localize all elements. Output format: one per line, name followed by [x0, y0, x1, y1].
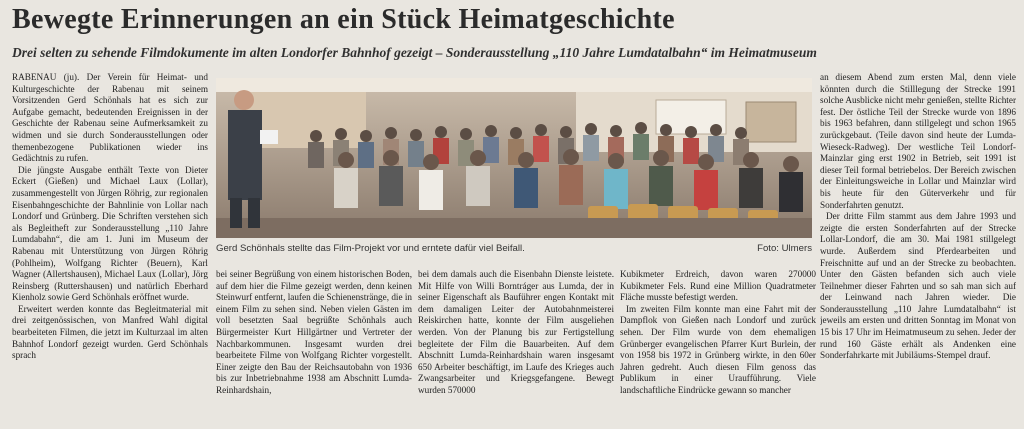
paragraph: Erweitert werden konnte das Begleitmaterial mit drei zeitgenössischen, von Manfred Wahl digital bearbeiteten Filmen, die jetzt im Kulturzaal im alten Bahnhof Londorf gezeigt wurden. Gerd Schönhals sprach	[12, 303, 208, 361]
paragraph: bei seiner Begrüßung von einem historischen Boden, auf dem hier die Filme gezeigt werden, denn keinen Steinwurf entfernt, laufen die Schienenstränge, die in einem Film zu sehen sind. Neben vielen Gästen im voll besetzten Saal begrüßte Schönhals auch Bürgermeister Kurt Hillgärtner und Vertreter der Nachbarkommunen. Insgesamt wurden drei bearbeitete Filme von Wolfgang Richter vorgestellt. Einer zeigte den Bau der Reichsautobahn von 1936 bis zur Inbetriebnahme 1938 am Abschnitt Lumda-Reinhardshain,	[216, 269, 412, 395]
paragraph: Im zweiten Film konnte man eine Fahrt mit der Dampflok von Gießen nach Londorf und zurück sehen. Der Film wurde von dem ehemaligen Grünberger evangelischen Pfarrer Kurt Burlein, der von 1958 bis 1972 in Grünberg wirkte, in den 60er Jahren gedreht. Auch diesen Film genoss das Publikum in einer Uraufführung. Viele landschaftliche Eindrücke gewann so mancher	[620, 303, 816, 395]
article-column-1	[12, 72, 208, 427]
paragraph: bei dem damals auch die Eisenbahn Dienste leistete. Mit Hilfe von Willi Borntráger aus Lumda, der in seiner Eigenschaft als Bauführer engen Kontakt mit dem damaligen Leiter der Autobahnmeisterei Reiskirchen hatte, konnte der Film ausgeliehen werden. Von der Planung bis zur Fertigstellung begleitete der Film die Bauarbeiten. Auf dem Abschnitt Lumda-Reinhardshain waren insgesamt 650 Arbeiter beschäftigt, im Laufe des Krieges auch Zwangsarbeiter und Kriegsgefangene. Bewegt wurden 570000	[418, 269, 614, 395]
paragraph: an diesem Abend zum ersten Mal, denn viele könnten durch die Stilllegung der Strecke 1991 solche Ausblicke nicht mehr genießen, stellte Richter fest. Der östliche Teil der Strecke wurde von 1896 bis 1963 befahren, dann stillgelegt und schon 1965 zurückgebaut. (Teile davon sind heute der Lumda-Wieseck-Radweg). Der westliche Teil Londorf-Mainzlar ging erst 1902 in Betrieb, seit 1991 ist dieser Teil formal betriebelos. Der Bereich zwischen der Einleitungsweiche in Lollar und Mainzlar wird bis heute für den Güterverkehr und für Sonderfahrten genutzt.	[820, 72, 1016, 210]
article-column-4	[620, 269, 816, 427]
paragraph: Kubikmeter Erdreich, davon waren 270000 Kubikmeter Fels. Rund eine Million Quadratmeter Fläche musste befestigt werden.	[620, 269, 816, 303]
headline: Bewegte Erinnerungen an ein Stück Heimatgeschichte	[12, 4, 675, 35]
paragraph: Die jüngste Ausgabe enthält Texte von Dieter Eckert (Gießen) und Michael Laux (Lollar), zusammengestellt von Jürgen Röhrig, zur regionalen Eisenbahngeschichte der Bahnlinie von Lollar nach Londorf und Grünberg. Die Schriften verstehen sich als Begleitheft zur Sonderausstellung „110 Jahre Lumdabahn“, die am 1. Juni im Museum der Rabenau mit Unterstützung von Jürgen Röhrig (Pohlheim), Wolfgang Richter (Beuern), Karl Wagner (Allertshausen), Michael Laux (Lollar), Jörg Reinsberg (Ruttershausen) und natürlich Eberhard Kienholz sowie Gerd Schönhals eröffnet wurde.	[12, 164, 208, 303]
photo-credit: Foto: Ulmers	[757, 243, 812, 254]
subheadline: Drei selten zu sehende Filmdokumente im alten Londorfer Bahnhof gezeigt – Sonderausstellung „110 Jahre Lumdatalbahn“ im Heimatmuseum	[12, 45, 817, 60]
photo-caption: Gerd Schönhals stellte das Film-Projekt vor und erntete dafür viel Beifall.	[216, 243, 525, 254]
article-column-3	[418, 269, 614, 427]
paragraph: Der dritte Film stammt aus dem Jahre 1993 und zeigte die ersten Sonderfahrten auf der Strecke Lollar-Londorf, die am 30. Mai 1981 stillgelegt wurde. Außerdem sind Pferdearbeiten und Freischnitte auf und an der Strecke zu beobachten. Unter den Gästen befanden sich auch viele Teilnehmer dieser Fahrten und so sah man sich auf der Leinwand nach Jahren wieder. Die Sonderausstellung „110 Jahre Lumdatalbahn“ ist jeweils am ersten und dritten Sonntag im Monat von 15 bis 17 Uhr im Heimatmuseum zu sehen. Jeder der rund 160 Gäste erhält als Andenken eine Sonderfahrkarte mit Jubiläums-Stempel drauf.	[820, 211, 1016, 361]
audience-photo-illustration	[216, 78, 812, 238]
paragraph: RABENAU (ju). Der Verein für Heimat- und Kulturgeschichte der Rabenau mit seinem Vorsitzenden Gerd Schönhals hat es sich zur Aufgabe gemacht, bedeutenden Ereignissen in der Geschichte der Rabenau seine Aufmerksamkeit zu widmen und sie durch Sonderausstellungen oder themenbezogene Publikationen wieder ins Gedächtnis zu rufen.	[12, 72, 208, 164]
event-photo	[216, 78, 812, 238]
article-column-5	[820, 72, 1016, 427]
article-column-2	[216, 269, 412, 427]
